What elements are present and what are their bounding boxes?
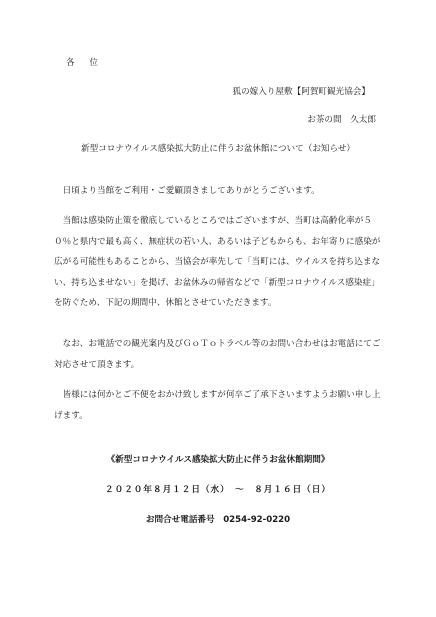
paragraph-greeting: 日頃より当館をご利用・ご愛顧頂きましてありがとうございます。 — [62, 186, 320, 196]
sender-organization: 狐の嫁入り屋敷【阿賀町観光協会】 — [232, 87, 370, 97]
salutation: 各 位 — [66, 58, 104, 68]
closure-period-heading: 《新型コロナウイルス感染拡大防止に伴うお盆休館期間》 — [106, 455, 330, 465]
paragraph-apology: 皆様には何かとご不便をおかけ致しますが何卒ご了承下さいますようお願い申し上げます。 — [54, 390, 381, 421]
sender-name: お茶の間 久太郎 — [307, 115, 376, 125]
paragraph-closure-reason: 当館は感染防止策を徹底しているところではございますが、当町は高齢化率が５０％と県内で最も高く、無症状の若い人、あるいは子どもからも、お年寄りに感染が広がる可能性もあることから、当協会が率先して「当町には、ウイルスを持ち込まない、持ち込ませない」を掲げ、お盆休みの帰省などで「新型コロナウイルス感染症」を防ぐため、下記の期間中、休館とさせていただきます。 — [54, 216, 381, 308]
paragraph-phone-support: なお、お電話での観光案内及びＧｏＴｏトラベル等のお問い合わせはお電話にてご対応させて頂きます。 — [54, 339, 381, 370]
document-title: 新型コロナウイルス感染拡大防止に伴うお盆休館について（お知らせ） — [80, 144, 356, 154]
closure-dates: ２０２０年８月１２日（水） ～ ８月１６日（日） — [105, 485, 331, 495]
contact-phone: お問合せ電話番号 0254-92-0220 — [145, 515, 291, 525]
